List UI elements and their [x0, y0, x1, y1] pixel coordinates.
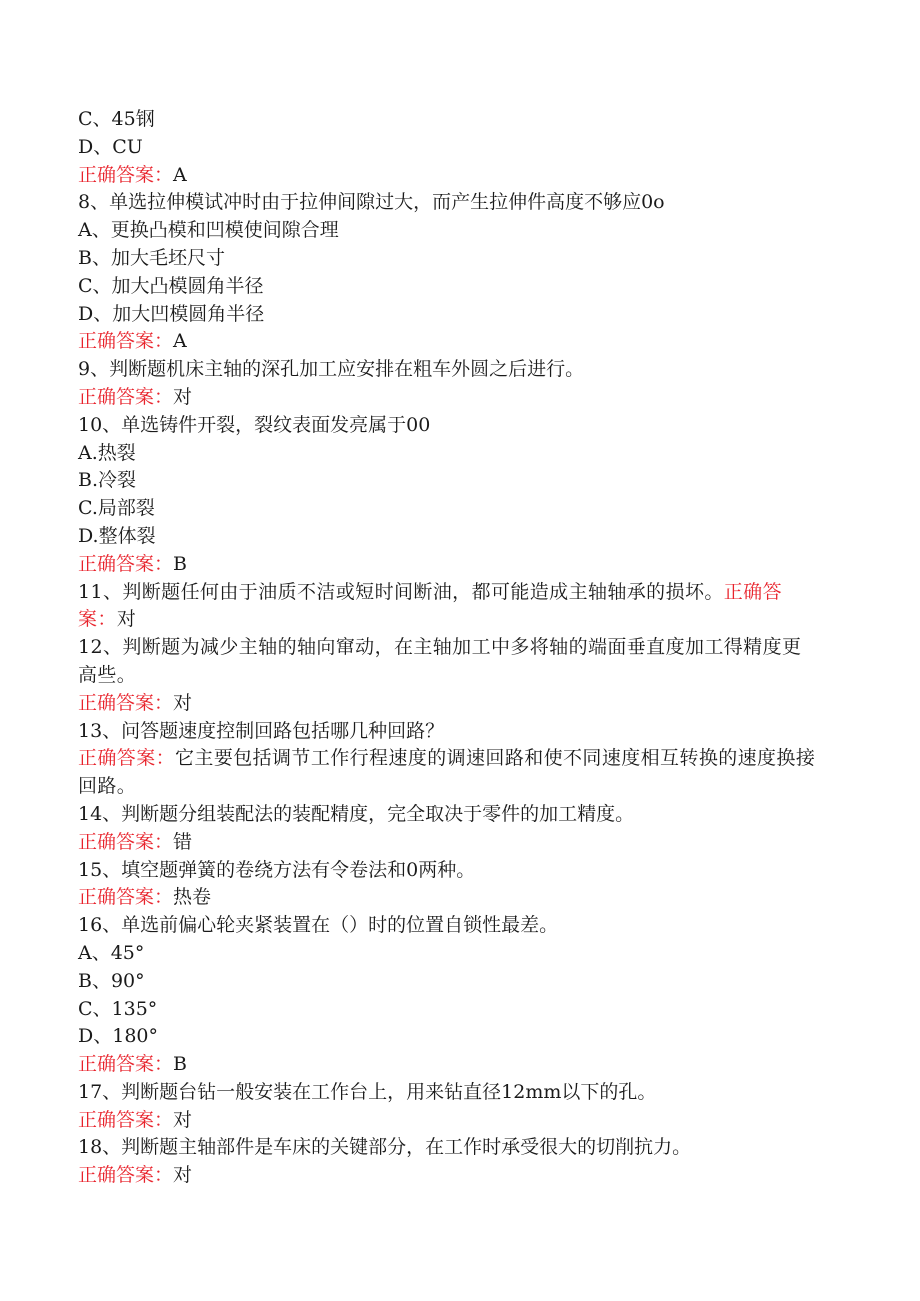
answer-value: 热卷: [173, 886, 212, 909]
answer-label: 正确答案：: [78, 1108, 174, 1131]
answer-label: 正确答案：: [78, 1164, 174, 1187]
document-page: [78, 106, 818, 1190]
text-line: A、45°: [78, 941, 145, 964]
text-line: C、加大凸模圆角半径: [78, 274, 264, 297]
answer-line: [78, 384, 818, 412]
text-line: A、更换凸模和凹模使间隙合理: [78, 219, 339, 242]
answer-label: 正确答案：: [78, 330, 174, 353]
question-paragraph: 12、判断题为减少主轴的轴向窜动，在主轴加工中多将轴的端面垂直度加工得精度更高些。: [78, 636, 802, 686]
text-line: D、CU: [78, 135, 143, 158]
question-text: 11、判断题任何由于油质不洁或短时间断油，都可能造成主轴轴承的损坏。: [78, 580, 724, 603]
answer-line: [78, 1051, 818, 1079]
answer-label: 正确答案：: [78, 691, 174, 714]
answer-label: 正确答案：: [78, 747, 176, 770]
answer-label: 正确答案：: [78, 580, 782, 631]
answer-value: A: [173, 163, 187, 186]
answer-label: 正确答案：: [78, 1053, 174, 1076]
answer-paragraph: [78, 745, 818, 801]
text-line: B、加大毛坯尺寸: [78, 246, 225, 269]
answer-label: 正确答案：: [78, 385, 174, 408]
text-line: 16、单选前偏心轮夹紧装置在（）时的位置自锁性最差。: [78, 914, 559, 937]
answer-label: 正确答案：: [78, 886, 174, 909]
answer-line: [78, 829, 818, 857]
text-line: B、90°: [78, 969, 145, 992]
answer-value: B: [173, 552, 187, 575]
answer-line: [78, 1107, 818, 1135]
text-line: C.局部裂: [78, 497, 155, 520]
text-line: D.整体裂: [78, 524, 156, 547]
answer-value: A: [173, 330, 187, 353]
text-line: D、180°: [78, 1025, 158, 1048]
question-with-inline-answer: [78, 579, 818, 635]
answer-value: 对: [116, 608, 137, 631]
answer-label: 正确答案：: [78, 830, 174, 853]
answer-line: [78, 690, 818, 718]
answer-line: [78, 1162, 818, 1190]
text-line: 8、单选拉伸模试冲时由于拉伸间隙过大，而产生拉伸件高度不够应0o: [78, 191, 665, 214]
answer-label: 正确答案：: [78, 552, 174, 575]
text-line: 18、判断题主轴部件是车床的关键部分，在工作时承受很大的切削抗力。: [78, 1136, 692, 1159]
text-line: 9、判断题机床主轴的深孔加工应安排在粗车外圆之后进行。: [78, 358, 585, 381]
answer-line: [78, 328, 818, 356]
answer-line: [78, 884, 818, 912]
text-line: 14、判断题分组装配法的装配精度，完全取决于零件的加工精度。: [78, 802, 635, 825]
answer-value: B: [173, 1053, 187, 1076]
text-line: C、135°: [78, 997, 158, 1020]
answer-line: [78, 162, 818, 190]
answer-value: 它主要包括调节工作行程速度的调速回路和使不同速度相互转换的速度换接回路。: [78, 747, 816, 798]
answer-value: 对: [173, 1164, 193, 1187]
answer-line: [78, 551, 818, 579]
answer-value: 对: [173, 691, 193, 714]
text-line: 17、判断题台钻一般安装在工作台上，用来钻直径12mm以下的孔。: [78, 1080, 657, 1103]
answer-value: 对: [173, 385, 193, 408]
text-line: 13、问答题速度控制回路包括哪几种回路？: [78, 719, 445, 742]
text-line: A.热裂: [78, 441, 136, 464]
text-line: D、加大凹模圆角半径: [78, 302, 265, 325]
answer-value: 对: [173, 1108, 193, 1131]
answer-value: 错: [173, 830, 193, 853]
text-line: 15、填空题弹簧的卷绕方法有令卷法和0两种。: [78, 858, 476, 881]
text-line: B.冷裂: [78, 469, 137, 492]
answer-label: 正确答案：: [78, 163, 174, 186]
text-line: 10、单选铸件开裂，裂纹表面发亮属于00: [78, 413, 431, 436]
text-line: C、45钢: [78, 108, 155, 130]
